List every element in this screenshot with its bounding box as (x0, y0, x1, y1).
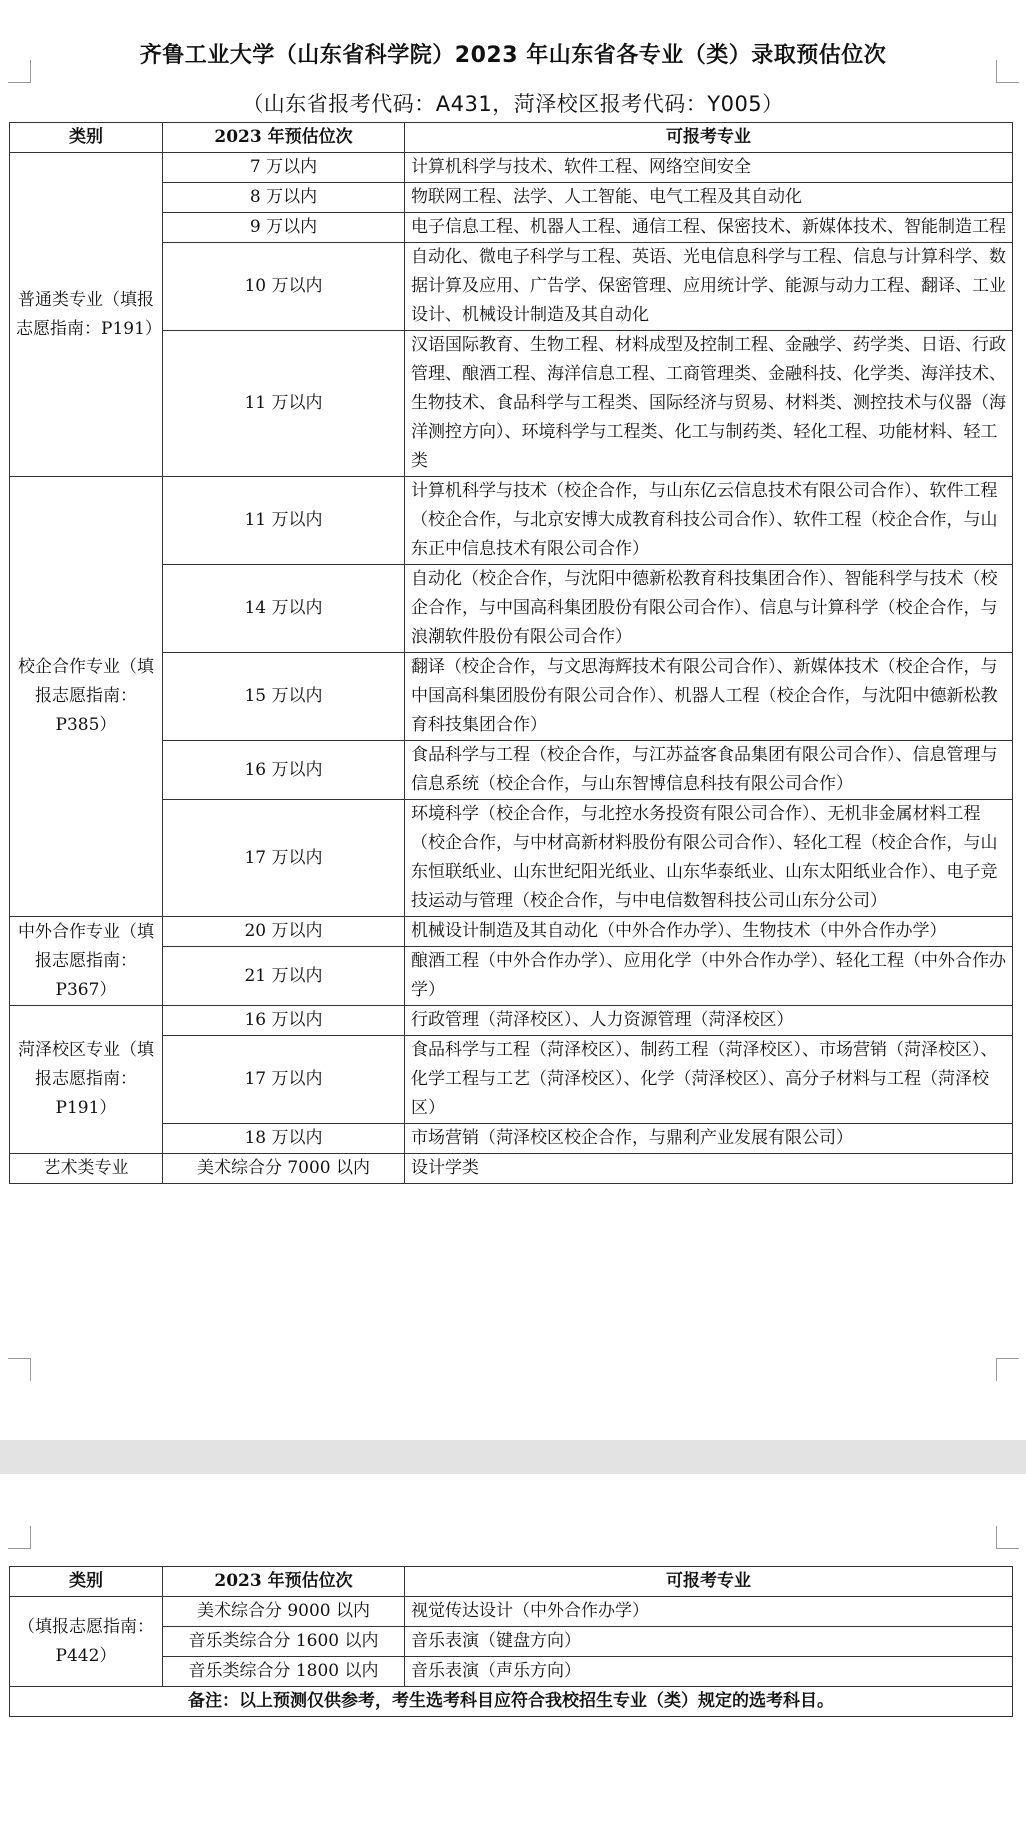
page-corner-mark (8, 1358, 31, 1381)
majors-cell: 音乐表演（键盘方向） (405, 1627, 1013, 1657)
majors-cell: 食品科学与工程（菏泽校区）、制药工程（菏泽校区）、市场营销（菏泽校区）、化学工程与工艺（菏泽校区）、化学（菏泽校区）、高分子材料与工程（菏泽校区） (405, 1036, 1013, 1124)
document-subtitle: （山东省报考代码：A431，菏泽校区报考代码：Y005） (242, 92, 784, 116)
header-rank: 2023 年预估位次 (163, 123, 405, 153)
majors-cell: 设计学类 (405, 1154, 1013, 1184)
page-gap (0, 1440, 1026, 1474)
rank-cell: 17 万以内 (163, 1036, 405, 1124)
table-row (10, 917, 1013, 947)
header-majors: 可报考专业 (405, 1567, 1013, 1597)
header-category: 类别 (10, 1567, 163, 1597)
majors-cell: 计算机科学与技术、软件工程、网络空间安全 (405, 153, 1013, 183)
admission-rank-table-continued (9, 1566, 1013, 1717)
rank-cell: 7 万以内 (163, 153, 405, 183)
rank-cell: 音乐类综合分 1800 以内 (163, 1657, 405, 1687)
document-title: 齐鲁工业大学（山东省科学院）2023 年山东省各专业（类）录取预估位次 (139, 43, 887, 68)
rank-cell: 11 万以内 (163, 331, 405, 477)
rank-cell: 21 万以内 (163, 947, 405, 1006)
category-cell: 菏泽校区专业（填报志愿指南：P191） (10, 1006, 163, 1154)
rank-cell: 18 万以内 (163, 1124, 405, 1154)
rank-cell: 美术综合分 7000 以内 (163, 1154, 405, 1184)
majors-cell: 物联网工程、法学、人工智能、电气工程及其自动化 (405, 183, 1013, 213)
rank-cell: 16 万以内 (163, 1006, 405, 1036)
page-corner-mark (996, 1358, 1019, 1381)
majors-cell: 视觉传达设计（中外合作办学） (405, 1597, 1013, 1627)
majors-cell: 酿酒工程（中外合作办学）、应用化学（中外合作办学）、轻化工程（中外合作办学） (405, 947, 1013, 1006)
rank-cell: 音乐类综合分 1600 以内 (163, 1627, 405, 1657)
majors-cell: 翻译（校企合作，与文思海辉技术有限公司合作）、新媒体技术（校企合作，与中国高科集团股份有限公司合作）、机器人工程（校企合作，与沈阳中德新松教育科技集团合作） (405, 653, 1013, 741)
header-rank: 2023 年预估位次 (163, 1567, 405, 1597)
rank-cell: 20 万以内 (163, 917, 405, 947)
majors-cell: 自动化（校企合作，与沈阳中德新松教育科技集团合作）、智能科学与技术（校企合作，与中国高科集团股份有限公司合作）、信息与计算科学（校企合作，与浪潮软件股份有限公司合作） (405, 565, 1013, 653)
page-corner-mark (996, 1526, 1019, 1549)
rank-cell: 17 万以内 (163, 800, 405, 917)
table-row (10, 1597, 1013, 1627)
rank-cell: 8 万以内 (163, 183, 405, 213)
majors-cell: 计算机科学与技术（校企合作，与山东亿云信息技术有限公司合作）、软件工程（校企合作，与北京安博大成教育科技公司合作）、软件工程（校企合作，与山东正中信息技术有限公司合作） (405, 477, 1013, 565)
category-cell: 中外合作专业（填报志愿指南：P367） (10, 917, 163, 1006)
table-row (10, 1006, 1013, 1036)
majors-cell: 汉语国际教育、生物工程、材料成型及控制工程、金融学、药学类、日语、行政管理、酿酒工程、海洋信息工程、工商管理类、金融科技、化学类、海洋技术、生物技术、食品科学与工程类、国际经济与贸易、材料类、测控技术与仪器（海洋测控方向）、环境科学与工程类、化工与制药类、轻化工程、功能材料、轻工类 (405, 331, 1013, 477)
majors-cell: 电子信息工程、机器人工程、通信工程、保密技术、新媒体技术、智能制造工程 (405, 213, 1013, 243)
rank-cell: 11 万以内 (163, 477, 405, 565)
majors-cell: 环境科学（校企合作，与北控水务投资有限公司合作）、无机非金属材料工程（校企合作，与中材高新材料股份有限公司合作）、轻化工程（校企合作，与山东恒联纸业、山东世纪阳光纸业、山东华泰纸业、山东太阳纸业合作）、电子竞技运动与管理（校企合作，与中电信数智科技公司山东分公司） (405, 800, 1013, 917)
rank-cell: 14 万以内 (163, 565, 405, 653)
note-row (10, 1687, 1013, 1717)
table-header-row (10, 123, 1013, 153)
category-cell: 艺术类专业 (10, 1154, 163, 1184)
table-header-row (10, 1567, 1013, 1597)
admission-rank-table (9, 122, 1013, 1184)
header-category: 类别 (10, 123, 163, 153)
header-majors: 可报考专业 (405, 123, 1013, 153)
rank-cell: 9 万以内 (163, 213, 405, 243)
rank-cell: 16 万以内 (163, 741, 405, 800)
table-row (10, 477, 1013, 565)
page-corner-mark (8, 1526, 31, 1549)
majors-cell: 市场营销（菏泽校区校企合作，与鼎利产业发展有限公司） (405, 1124, 1013, 1154)
majors-cell: 食品科学与工程（校企合作，与江苏益客食品集团有限公司合作）、信息管理与信息系统（校企合作，与山东智博信息科技有限公司合作） (405, 741, 1013, 800)
majors-cell: 行政管理（菏泽校区）、人力资源管理（菏泽校区） (405, 1006, 1013, 1036)
rank-cell: 美术综合分 9000 以内 (163, 1597, 405, 1627)
table-row (10, 1154, 1013, 1184)
rank-cell: 15 万以内 (163, 653, 405, 741)
table-note: 备注：以上预测仅供参考，考生选考科目应符合我校招生专业（类）规定的选考科目。 (10, 1687, 1013, 1717)
majors-cell: 机械设计制造及其自动化（中外合作办学）、生物技术（中外合作办学） (405, 917, 1013, 947)
rank-cell: 10 万以内 (163, 243, 405, 331)
document-page-2 (0, 1474, 1026, 1833)
table-row (10, 153, 1013, 183)
category-cell: （填报志愿指南：P442） (10, 1597, 163, 1687)
category-cell: 校企合作专业（填报志愿指南：P385） (10, 477, 163, 917)
category-cell: 普通类专业（填报志愿指南：P191） (10, 153, 163, 477)
majors-cell: 音乐表演（声乐方向） (405, 1657, 1013, 1687)
majors-cell: 自动化、微电子科学与工程、英语、光电信息科学与工程、信息与计算科学、数据计算及应用、广告学、保密管理、应用统计学、能源与动力工程、翻译、工业设计、机械设计制造及其自动化 (405, 243, 1013, 331)
